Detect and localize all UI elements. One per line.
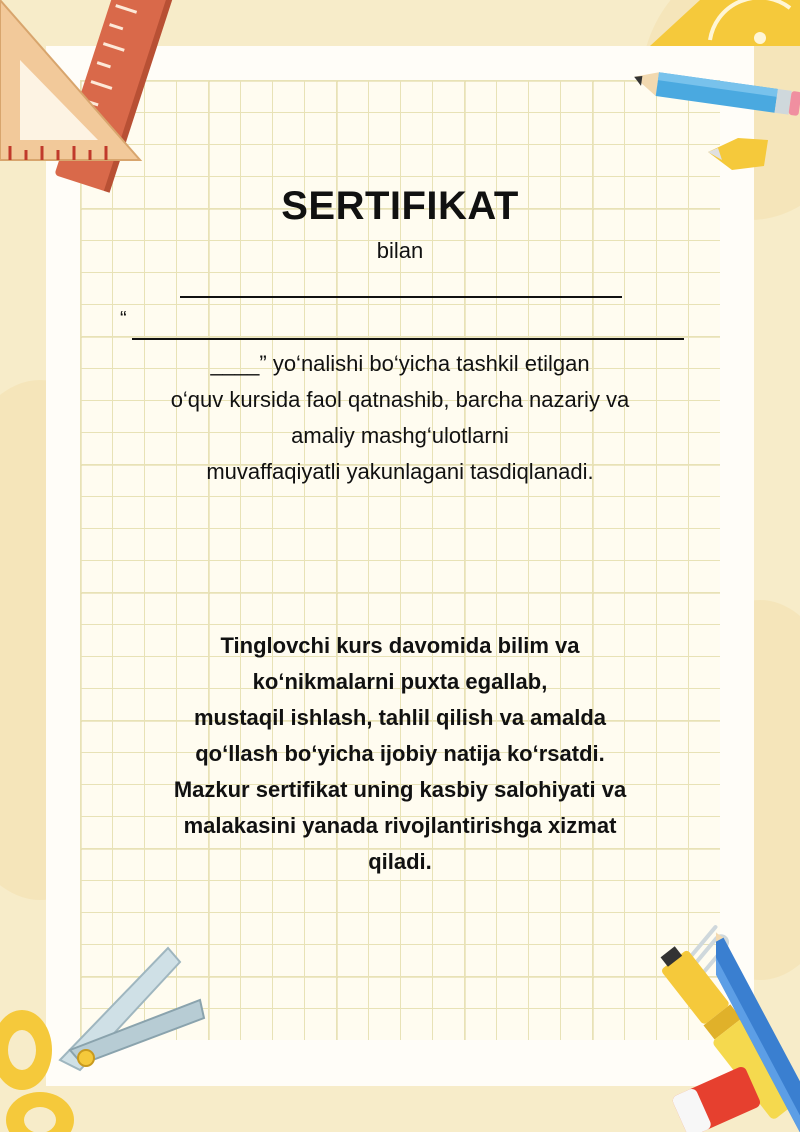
statement-line: qiladi. <box>368 849 432 874</box>
certificate-body <box>80 346 720 490</box>
set-square-icon <box>640 0 800 50</box>
body-line: o‘quv kursida faol qatnashib, barcha nazariy va <box>170 387 630 412</box>
body-line: ____” yo‘nalishi bo‘yicha tashkil etilgan <box>210 351 590 376</box>
certificate-content <box>80 80 720 1040</box>
body-line: amaliy mashg‘ulotlarni <box>291 423 509 448</box>
statement-line: mustaqil ishlash, tahlil qilish va amalda <box>193 705 607 730</box>
body-line: muvaffaqiyatli yakunlagani tasdiqlanadi. <box>206 459 594 484</box>
quote-mark: “ <box>120 308 127 330</box>
eraser-icon <box>664 1060 764 1132</box>
statement-line: malakasini yanada rivojlantirishga xizmat <box>183 813 617 838</box>
course-blank-line <box>132 338 684 340</box>
statement-line: qo‘llash bo‘yicha ijobiy natija ko‘rsatdi. <box>195 741 605 766</box>
certificate-subtitle: bilan <box>376 238 424 263</box>
name-blank-line <box>180 296 622 298</box>
statement-line: Tinglovchi kurs davomida bilim va <box>220 633 580 658</box>
statement-line: Mazkur sertifikat uning kasbiy salohiyati va <box>173 777 627 802</box>
certificate-statement <box>80 628 720 880</box>
statement-line: ko‘nikmalarni puxta egallab, <box>252 669 548 694</box>
certificate-title: SERTIFIKAT <box>281 184 519 228</box>
